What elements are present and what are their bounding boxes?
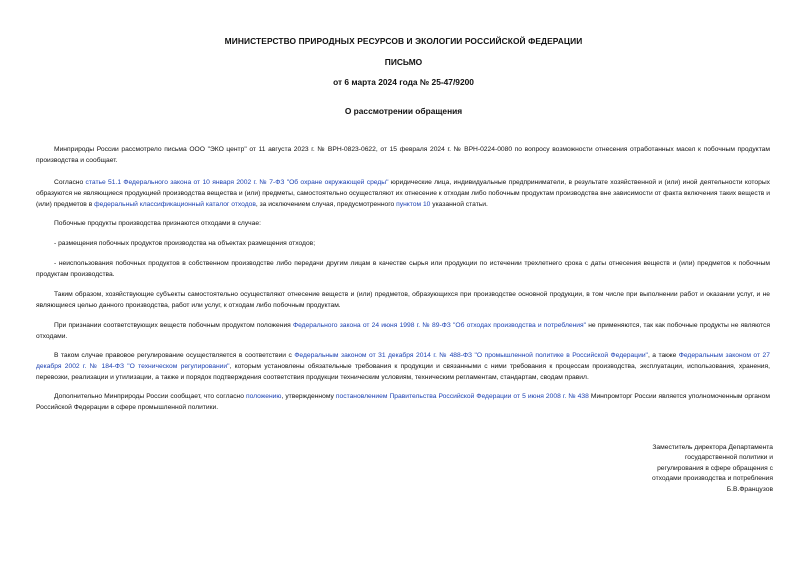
paragraph-8-text-a: В таком случае правовое регулирование осуществляется в соответствии с bbox=[54, 352, 295, 359]
paragraph-2-text-b: юридические лица, индивидуальные предприниматели, в результате хозяйственной и (или) иной деятельности которых образуются не являющиеся продукцией производства вещества и (или) предметы, самостоятельно осуществляют их отнесение к отходам либо побочным продуктам производства вне зависимости от факта включения таких веществ и (или) предметов в bbox=[36, 179, 770, 209]
paragraph-8-text-b: , а также bbox=[647, 352, 679, 359]
ministry-heading: МИНИСТЕРСТВО ПРИРОДНЫХ РЕСУРСОВ И ЭКОЛОГИИ РОССИЙСКОЙ ФЕДЕРАЦИИ bbox=[224, 36, 583, 46]
paragraph-2-text-d: указанной статьи. bbox=[430, 201, 488, 209]
law-7fz-article-51-1-link[interactable]: статье 51.1 Федерального закона от 10 января 2002 г. № 7-ФЗ "Об охране окружающей среды" bbox=[85, 179, 389, 186]
paragraph-9-text-b: , утвержденному bbox=[281, 393, 336, 400]
point-10-link[interactable]: пунктом 10 bbox=[396, 201, 431, 209]
document-subject: О рассмотрении обращения bbox=[344, 106, 463, 116]
paragraph-4 bbox=[36, 238, 770, 249]
document-type: ПИСЬМО bbox=[384, 57, 423, 67]
paragraph-1 bbox=[36, 144, 770, 166]
paragraph-9-text-a: Дополнительно Минприроды России сообщает, что согласно bbox=[54, 393, 246, 400]
signature-block bbox=[623, 443, 773, 495]
paragraph-9-text-c: Минпромторг России является уполномоченным органом Российской Федерации в сфере промышленной политики. bbox=[36, 393, 770, 412]
paragraph-8-text-c: , которым установлены обязательные требования к продукции и связанными с ними требования к процессам производства, эксплуатации, использования, хранения, перевозки, реализации и утилизации, а также и порядок подтверждения соответствия продукции техническим условиям, техническим регламентам, стандартам, сводам правил. bbox=[36, 363, 770, 382]
paragraph-2-text-a: Согласно bbox=[54, 179, 86, 186]
paragraph-5 bbox=[36, 258, 770, 280]
paragraph-7-text-a: При признании соответствующих веществ побочным продуктом положения bbox=[54, 322, 293, 329]
paragraph-3 bbox=[36, 218, 770, 229]
signatory-name: Б.В.Французов bbox=[726, 485, 773, 493]
waste-classification-catalog-link[interactable]: федеральный классификационный каталог отходов bbox=[94, 201, 256, 209]
paragraph-1-text: Минприроды России рассмотрело письма ООО "ЭКО центр" от 11 августа 2023 г. № ВРН-0823-0622, от 15 февраля 2024 г. № ВРН-0224-0080 по вопросу возможности отнесения отработанных масел к побочным продуктам производства и сообщает. bbox=[36, 146, 770, 165]
paragraph-7 bbox=[36, 320, 770, 342]
paragraph-8 bbox=[36, 350, 770, 384]
paragraph-6-text: Таким образом, хозяйствующие субъекты самостоятельно осуществляют отнесение веществ и (или) предметов, образующихся при производстве основной продукции, в том числе при выполнении работ и оказании услуг, и не являющиеся целью данного производства, работ или услуг, к отходам либо побочным продуктам. bbox=[36, 291, 770, 310]
paragraph-7-text-b: не применяются, так как побочные продукты не являются отходами. bbox=[36, 322, 770, 341]
paragraph-5-text: - неиспользования побочных продуктов в собственном производстве либо передачи другим лицам в качестве сырья или продукции по истечении трехлетнего срока с даты отнесения веществ и (или) предметов к побочным продуктам производства. bbox=[36, 260, 770, 279]
paragraph-4-text: - размещения побочных продуктов производства на объектах размещения отходов; bbox=[54, 240, 316, 247]
signature-title-line-3: регулирования в сфере обращения с bbox=[657, 464, 773, 472]
paragraph-2 bbox=[36, 177, 770, 211]
paragraph-9 bbox=[36, 391, 770, 413]
signature-title-line-2: государственной политики и bbox=[684, 454, 773, 462]
law-89fz-link[interactable]: Федерального закона от 24 июня 1998 г. № 89-ФЗ "Об отходах производства и потребления" bbox=[293, 322, 586, 329]
signature-title-line-4: отходами производства и потребления bbox=[652, 475, 773, 483]
signature-title-line-1: Заместитель директора Департамента bbox=[652, 444, 773, 451]
law-488fz-link[interactable]: Федеральным законом от 31 декабря 2014 г. № 488-ФЗ "О промышленной политике в Российской Федерации" bbox=[294, 352, 648, 359]
paragraph-3-text: Побочные продукты производства признаются отходами в случае: bbox=[54, 220, 261, 227]
document-date-number: от 6 марта 2024 года № 25-47/9200 bbox=[333, 77, 474, 87]
law-184fz-link[interactable]: Федеральным законом от 27 декабря 2002 г. № 184-ФЗ "О техническом регулировании" bbox=[36, 352, 770, 371]
paragraph-2-text-c: , за исключением случая, предусмотренного bbox=[255, 201, 397, 209]
paragraph-6 bbox=[36, 289, 770, 311]
regulation-link[interactable]: положению bbox=[245, 393, 282, 400]
government-decree-438-link[interactable]: постановлением Правительства Российской Федерации от 5 июня 2008 г. № 438 bbox=[335, 393, 589, 400]
